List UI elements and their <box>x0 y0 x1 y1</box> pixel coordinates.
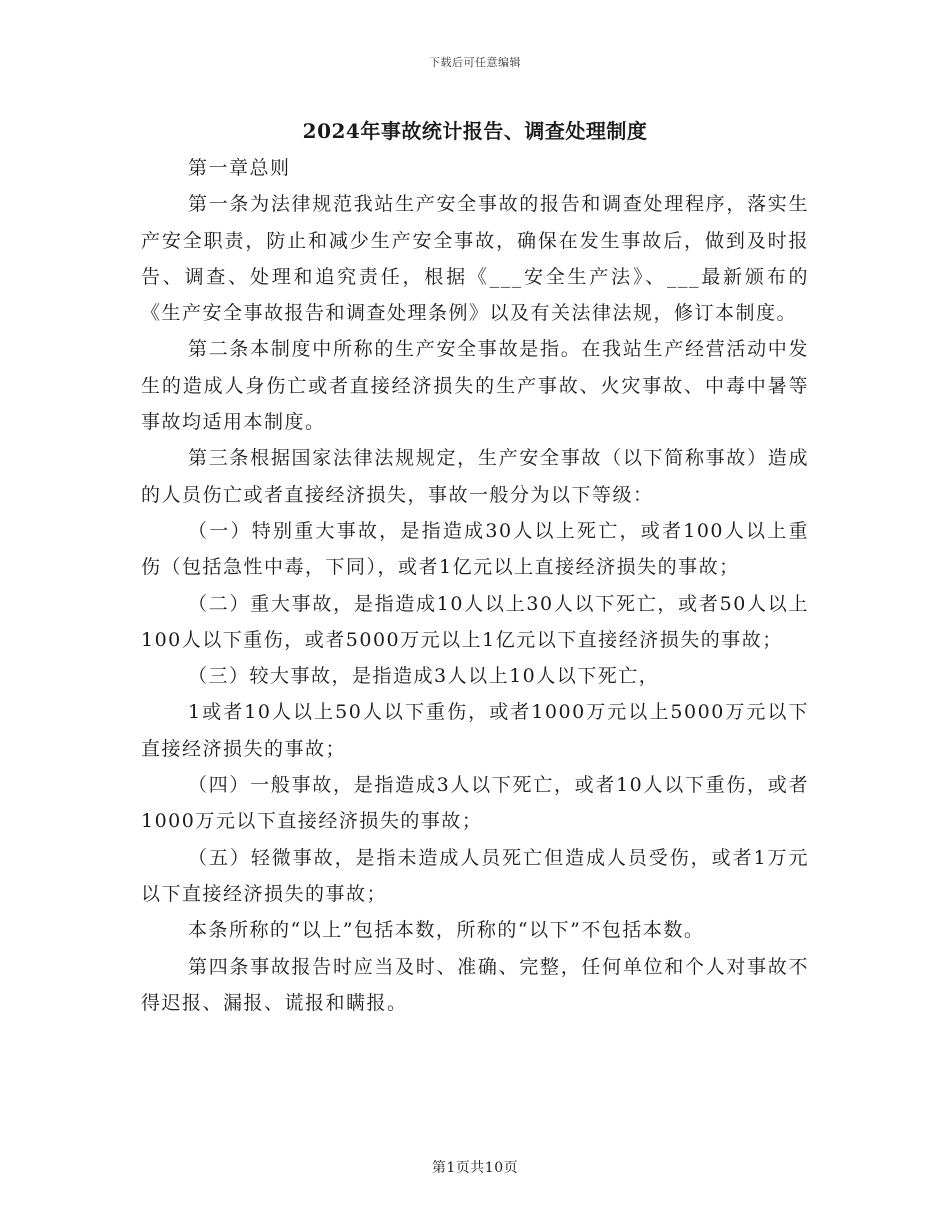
paragraph-article-1: 第一条为法律规范我站生产安全事故的报告和调查处理程序，落实生产安全职责，防止和减少生产安全事故，确保在发生事故后，做到及时报告、调查、处理和追究责任，根据《___安全生产法》、___最新颁布的《生产安全事故报告和调查处理条例》以及有关法律法规，修订本制度。 <box>141 193 809 325</box>
header-note: 下载后可任意编辑 <box>429 56 521 69</box>
paragraph-level-1: （一）特别重大事故，是指造成30人以上死亡，或者100人以上重伤（包括急性中毒，下同），或者1亿元以上直接经济损失的事故； <box>141 519 809 579</box>
paragraph-article-4: 第四条事故报告时应当及时、准确、完整，任何单位和个人对事故不得迟报、漏报、谎报和瞒报。 <box>141 955 809 1014</box>
document-title: 2024年事故统计报告、调查处理制度 <box>302 119 648 143</box>
paragraph-level-3: （三）较大事故，是指造成3人以上10人以下死亡， <box>188 665 660 688</box>
paragraph-article-2: 第二条本制度中所称的生产安全事故是指。在我站生产经营活动中发生的造成人身伤亡或者直接经济损失的生产事故、火灾事故、中毒中暑等事故均适用本制度。 <box>141 338 809 434</box>
paragraph-level-2: （二）重大事故，是指造成10人以上30人以下死亡，或者50人以上100人以下重伤，或者5000万元以上1亿元以下直接经济损失的事故； <box>141 592 809 651</box>
page-number: 第1页共10页 <box>431 1160 519 1176</box>
paragraph-definition-note: 本条所称的“以上”包括本数，所称的“以下”不包括本数。 <box>188 919 705 942</box>
document-body <box>141 150 809 1021</box>
paragraph-level-4: （四）一般事故，是指造成3人以下死亡，或者10人以下重伤，或者1000万元以下直接经济损失的事故； <box>141 774 809 833</box>
paragraph-article-3: 第三条根据国家法律法规规定，生产安全事故（以下简称事故）造成的人员伤亡或者直接经济损失，事故一般分为以下等级： <box>141 447 809 506</box>
paragraph-level-3-continued: 1或者10人以上50人以下重伤，或者1000万元以上5000万元以下直接经济损失的事故； <box>141 701 809 760</box>
paragraph-level-5: （五）轻微事故，是指未造成人员死亡但造成人员受伤，或者1万元以下直接经济损失的事故； <box>141 846 809 905</box>
chapter-heading: 第一章总则 <box>188 157 291 179</box>
